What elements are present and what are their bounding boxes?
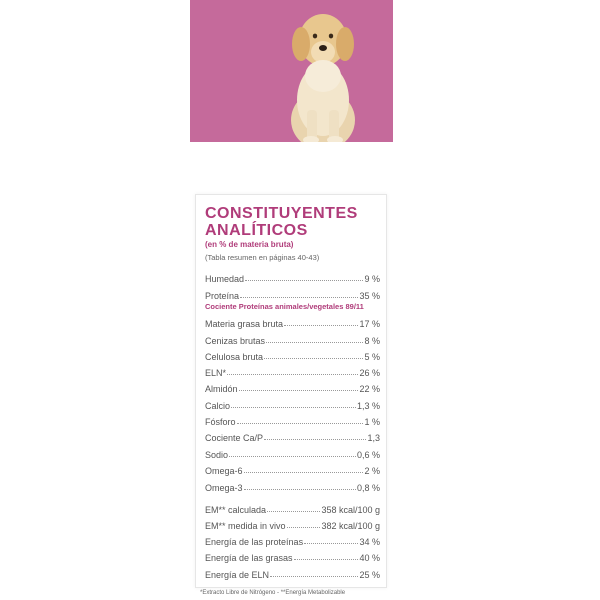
dot-leader [231, 407, 356, 408]
row-label: Omega-6 [205, 466, 243, 476]
row-value: 0,8 % [356, 483, 380, 493]
row-value: 25 % [359, 570, 380, 580]
dot-leader [304, 543, 358, 544]
panel-note: (Tabla resumen en páginas 40-43) [205, 253, 320, 262]
table-row [205, 350, 380, 362]
dot-leader [270, 576, 358, 577]
panel-title-line2: ANALÍTICOS [205, 222, 308, 239]
row-label: ELN* [205, 368, 227, 378]
panel-title [205, 205, 358, 239]
row-label: Energía de las grasas [205, 553, 293, 563]
table-row [205, 382, 380, 394]
dot-leader [237, 423, 364, 424]
row-label: Cociente Ca/P [205, 433, 264, 443]
table-row [205, 317, 380, 329]
row-value: 1,3 [367, 433, 380, 443]
header-photo [190, 0, 393, 142]
table-row [205, 289, 380, 301]
table-row [205, 415, 380, 427]
protein-ratio: Cociente Proteínas animales/vegetales 89/11 [205, 302, 364, 311]
row-label: Humedad [205, 274, 245, 284]
table-row [205, 399, 380, 411]
dot-leader [240, 297, 358, 298]
table-row [205, 334, 380, 346]
row-value: 9 % [364, 274, 380, 284]
row-label: Calcio [205, 401, 231, 411]
table-row [205, 481, 380, 493]
row-label: Proteína [205, 291, 240, 301]
row-value: 35 % [359, 291, 380, 301]
row-label: Celulosa bruta [205, 352, 264, 362]
table-row [205, 431, 380, 443]
row-value: 40 % [359, 553, 380, 563]
dot-leader [287, 527, 321, 528]
row-label: EM** medida in vivo [205, 521, 286, 531]
footnote: *Extracto Libre de Nitrógeno - **Energía Metabolizable [200, 590, 346, 596]
dot-leader [245, 280, 363, 281]
row-value: 22 % [359, 384, 380, 394]
row-value: 17 % [359, 319, 380, 329]
table-row [205, 535, 380, 547]
row-value: 382 kcal/100 g [321, 521, 380, 531]
row-value: 2 % [364, 466, 380, 476]
table-row [205, 272, 380, 284]
row-label: Energía de ELN [205, 570, 270, 580]
row-value: 1,3 % [356, 401, 380, 411]
dot-leader [264, 439, 366, 440]
table-row [205, 551, 380, 563]
dot-leader [229, 456, 356, 457]
table-row [205, 503, 380, 515]
row-label: EM** calculada [205, 505, 267, 515]
dot-leader [264, 358, 363, 359]
panel-subtitle: (en % de materia bruta) [205, 240, 294, 249]
table-row [205, 464, 380, 476]
row-value: 26 % [359, 368, 380, 378]
dot-leader [266, 342, 363, 343]
table-row [205, 448, 380, 460]
row-value: 1 % [364, 417, 380, 427]
dot-leader [239, 390, 359, 391]
row-label: Fósforo [205, 417, 236, 427]
dot-leader [244, 472, 364, 473]
dot-leader [294, 559, 359, 560]
row-value: 34 % [359, 537, 380, 547]
panel-title-line1: CONSTITUYENTES [205, 205, 358, 222]
row-value: 5 % [364, 352, 380, 362]
row-label: Almidón [205, 384, 238, 394]
row-value: 0,6 % [356, 450, 380, 460]
row-value: 358 kcal/100 g [321, 505, 380, 515]
row-label: Omega-3 [205, 483, 243, 493]
table-row [205, 568, 380, 580]
table-row [205, 366, 380, 378]
row-value: 8 % [364, 336, 380, 346]
row-label: Sodio [205, 450, 229, 460]
row-label: Materia grasa bruta [205, 319, 284, 329]
row-label: Cenizas brutas [205, 336, 266, 346]
dot-leader [244, 489, 356, 490]
dot-leader [227, 374, 358, 375]
golden-retriever-photo [190, 0, 393, 142]
dot-leader [267, 511, 320, 512]
table-row [205, 519, 380, 531]
row-label: Energía de las proteínas [205, 537, 304, 547]
dot-leader [284, 325, 358, 326]
